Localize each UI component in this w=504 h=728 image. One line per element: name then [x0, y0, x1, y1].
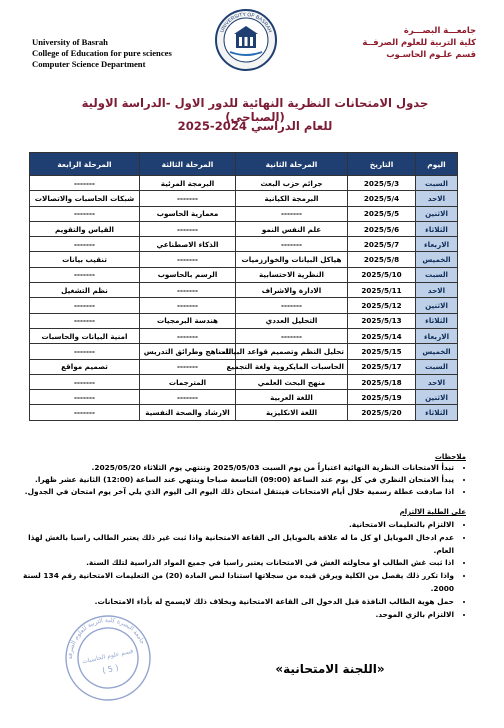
stage-4-cell: ------- [30, 405, 140, 420]
date-cell: 2025/5/10 [348, 267, 416, 282]
svg-text:( 5 ): ( 5 ) [101, 663, 120, 676]
day-cell: الثلاثاء [416, 313, 458, 328]
stage-3-cell: ------- [140, 221, 236, 236]
date-cell: 2025/5/7 [348, 237, 416, 252]
stage-4-cell: ------- [30, 237, 140, 252]
table-row [30, 390, 458, 405]
date-cell: 2025/5/6 [348, 221, 416, 236]
stage-4-cell: نظم التشغيل [30, 283, 140, 298]
date-cell: 2025/5/15 [348, 344, 416, 359]
stage-2-cell: النظرية الاحتسابية [236, 267, 348, 282]
stage-2-cell: ------- [236, 328, 348, 343]
table-row [30, 191, 458, 206]
stage-4-cell: ------- [30, 176, 140, 191]
stage-2-cell: ------- [236, 206, 348, 221]
stage-4-cell: ------- [30, 390, 140, 405]
instructions-list [14, 519, 466, 621]
stage-4-cell: تنقيب بيانات [30, 252, 140, 267]
stage-3-cell: ------- [140, 359, 236, 374]
stage-3-cell: ------- [140, 191, 236, 206]
university-name-en: University of Basrah [32, 37, 108, 47]
svg-text:UNIVERSITY OF BASRAH: UNIVERSITY OF BASRAH [219, 11, 273, 34]
header-stage-3: المرحلة الثالثة [140, 153, 236, 176]
stage-3-cell: المناهج وطرائق التدريس [140, 344, 236, 359]
english-header [32, 37, 232, 70]
table-row [30, 344, 458, 359]
stage-3-cell: البرمجة المرئية [140, 176, 236, 191]
table-row [30, 298, 458, 313]
instruction-item: • حمل هوية الطالب النافذة قبل الدخول الى القاعة الامتحانية وبخلاف ذلك لايسمح له بأداء الامتحانات. [14, 596, 454, 609]
day-cell: الاثنين [416, 206, 458, 221]
table-body [30, 176, 458, 421]
table-row [30, 328, 458, 343]
date-cell: 2025/5/11 [348, 283, 416, 298]
day-cell: الاثنين [416, 390, 458, 405]
date-cell: 2025/5/20 [348, 405, 416, 420]
table-row [30, 405, 458, 420]
day-cell: السبت [416, 267, 458, 282]
stage-2-cell: جرائم حزب البعث [236, 176, 348, 191]
date-cell: 2025/5/5 [348, 206, 416, 221]
department-name-ar: قسم علـوم الحاسـوب [386, 49, 476, 59]
stage-4-cell: ------- [30, 313, 140, 328]
stage-2-cell: ------- [236, 237, 348, 252]
stage-4-cell: ------- [30, 267, 140, 282]
table-row [30, 252, 458, 267]
stage-2-cell: هياكل البيانات والخوارزميات [236, 252, 348, 267]
date-cell: 2025/5/13 [348, 313, 416, 328]
date-cell: 2025/5/14 [348, 328, 416, 343]
stage-3-cell: ------- [140, 283, 236, 298]
day-cell: الاحد [416, 191, 458, 206]
exam-schedule-table [29, 152, 458, 421]
date-cell: 2025/5/3 [348, 176, 416, 191]
exam-committee-signature: «اللجنة الامتحانية» [275, 662, 385, 676]
day-cell: الثلاثاء [416, 405, 458, 420]
college-name-en: College of Education for pure sciences [32, 48, 172, 58]
date-cell: 2025/5/8 [348, 252, 416, 267]
stage-3-cell: الذكاء الاصطناعي [140, 237, 236, 252]
notes-heading: ملاحظات [434, 453, 466, 461]
stage-3-cell: ------- [140, 390, 236, 405]
day-cell: الاحد [416, 283, 458, 298]
college-name-ar: كلية التربية للعلوم الصرفــة [362, 37, 476, 47]
university-logo [214, 8, 278, 72]
stage-4-cell: ------- [30, 298, 140, 313]
note-item: • تبدأ الامتحانات النظرية النهائية اعتباراً من يوم السبت 2025/05/03 وتنتهي يوم الثلاثاء 2025/05/20. [14, 462, 454, 474]
day-cell: الخميس [416, 252, 458, 267]
stage-4-cell: امنية البيانات والحاسبات [30, 328, 140, 343]
stage-3-cell: المترجمات [140, 374, 236, 389]
table-row [30, 313, 458, 328]
stage-3-cell: الرسم بالحاسوب [140, 267, 236, 282]
instruction-item: • الالتزام بالزي الموحد. [14, 609, 454, 622]
day-cell: الاثنين [416, 298, 458, 313]
table-row [30, 176, 458, 191]
note-item: • يبدأ الامتحان النظري في كل يوم عند الساعة (09:00) التاسعة صباحا وينتهي عند الساعة (12:00) الثانية عشر ظهرا. [14, 474, 454, 486]
academic-year: للعام الدراسي 2024-2025 [177, 119, 333, 133]
department-name-en: Computer Science Department [32, 59, 146, 69]
day-cell: الخميس [416, 344, 458, 359]
day-cell: الاحد [416, 374, 458, 389]
table-row [30, 359, 458, 374]
instructions-heading: على الطلبة الالتزام [399, 508, 466, 516]
day-cell: السبت [416, 359, 458, 374]
instruction-item: • واذا تكرر ذلك يفصل من الكلية ويرقن قيده من سجلاتها استنادا لنص المادة (20) من التعليمات الامتحانية رقم 134 لسنة 2000. [14, 570, 454, 596]
note-item: • اذا صادفت عطلة رسمية خلال أيام الامتحانات فينتقل امتحان ذلك اليوم الى اليوم الذي يلي آخر يوم امتحان في الجدول. [14, 486, 454, 498]
stage-3-cell: ------- [140, 328, 236, 343]
day-cell: السبت [416, 176, 458, 191]
stage-3-cell: ------- [140, 298, 236, 313]
instruction-item: • الالتزام بالتعليمات الامتحانية. [14, 519, 454, 532]
header-stage-2: المرحلة الثانية [236, 153, 348, 176]
page-title: جدول الامتحانات النظرية النهائية للدور الاول -الدراسة الاولية (الصباحي) [81, 96, 429, 124]
day-cell: الاربعاء [416, 237, 458, 252]
stage-2-cell: التحليل العددي [236, 313, 348, 328]
table-row [30, 267, 458, 282]
stage-2-cell: ------- [236, 298, 348, 313]
university-name-ar: جامعـــة البصـــرة [403, 25, 476, 35]
date-cell: 2025/5/4 [348, 191, 416, 206]
table-row [30, 221, 458, 236]
department-stamp [62, 612, 154, 704]
stage-2-cell: اللغة الانكليزية [236, 405, 348, 420]
svg-text:جامعة البصرة كلية التربية للعل: جامعة البصرة كلية التربية للعلوم الصرفة [66, 616, 146, 660]
day-cell: الثلاثاء [416, 221, 458, 236]
table-row [30, 237, 458, 252]
stage-4-cell: ------- [30, 374, 140, 389]
table-row [30, 283, 458, 298]
arabic-header [286, 24, 476, 60]
table-row [30, 206, 458, 221]
instruction-item: • عدم ادخال الموبايل او كل ما له علاقة بالموبايل الى القاعة الامتحانية واذا ثبت غير ذلك يعتبر الطالب راسبا بالغش لهذا العام. [14, 532, 454, 558]
instruction-item: • اذا ثبت غش الطالب او محاولته الغش في الامتحانات يعتبر راسبا في جميع المواد الدراسية لتلك السنة. [14, 557, 454, 570]
stage-4-cell: شبكات الحاسبات والاتصالات [30, 191, 140, 206]
stage-2-cell: الحاسبات المايكروية ولغة التجميع [236, 359, 348, 374]
day-cell: الاربعاء [416, 328, 458, 343]
header-stage-4: المرحلة الرابعة [30, 153, 140, 176]
stage-3-cell: الارشاد والصحة النفسية [140, 405, 236, 420]
table-row [30, 374, 458, 389]
stage-4-cell: ------- [30, 206, 140, 221]
date-cell: 2025/5/17 [348, 359, 416, 374]
stage-2-cell: اللغة العربية [236, 390, 348, 405]
stage-2-cell: البرمجة الكيانية [236, 191, 348, 206]
stage-3-cell: معمارية الحاسوب [140, 206, 236, 221]
stage-4-cell: ------- [30, 344, 140, 359]
stage-3-cell: ------- [140, 252, 236, 267]
stage-2-cell: الادارة والاشراف [236, 283, 348, 298]
date-cell: 2025/5/18 [348, 374, 416, 389]
stage-2-cell: علم النفس النمو [236, 221, 348, 236]
stage-2-cell: تحليل النظم وتصميم قواعد البيانات [236, 344, 348, 359]
header-day: اليوم [416, 153, 458, 176]
stage-4-cell: القياس والتقويم [30, 221, 140, 236]
header-date: التاريخ [348, 153, 416, 176]
stage-2-cell: منهج البحث العلمي [236, 374, 348, 389]
date-cell: 2025/5/19 [348, 390, 416, 405]
stage-4-cell: تصميم مواقع [30, 359, 140, 374]
stage-3-cell: هندسة البرمجيات [140, 313, 236, 328]
svg-text:قسم علوم الحاسبات: قسم علوم الحاسبات [81, 647, 134, 666]
notes-list [14, 462, 466, 498]
date-cell: 2025/5/12 [348, 298, 416, 313]
table-header-row [30, 153, 458, 176]
